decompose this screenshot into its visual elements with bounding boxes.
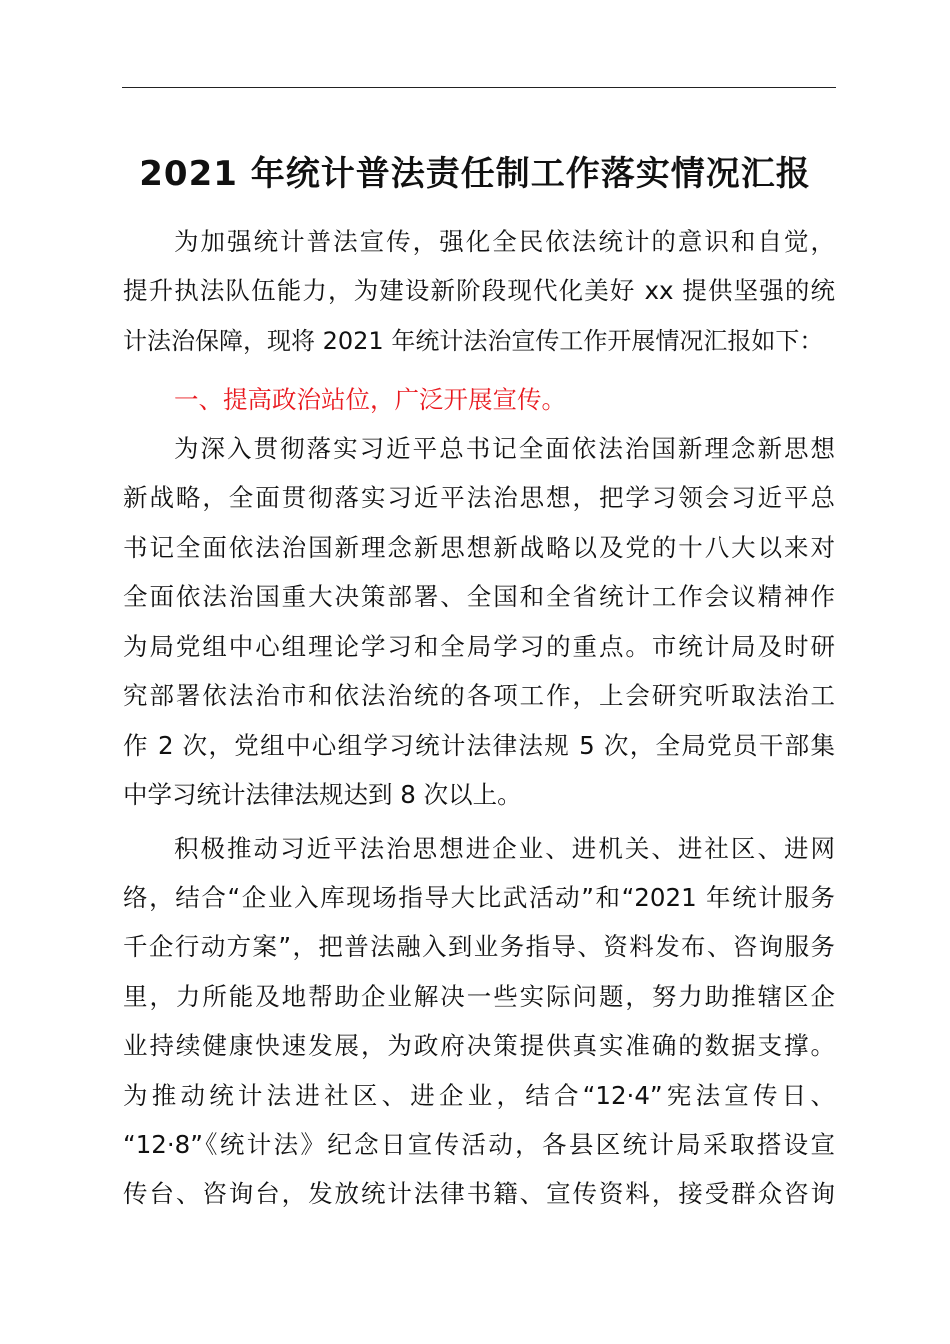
paragraph-line: 新战略，全面贯彻落实习近平法治思想，把学习领会习近平总 — [123, 483, 835, 512]
paragraph-line: 为推动统计法进社区、进企业，结合“12·4”宪法宣传日、 — [123, 1081, 835, 1110]
paragraph-line: 络，结合“企业入库现场指导大比武活动”和“2021 年统计服务 — [123, 883, 835, 912]
paragraph-line: 为深入贯彻落实习近平总书记全面依法治国新理念新思想 — [174, 434, 835, 463]
paragraph-line: 传台、咨询台，发放统计法律书籍、宣传资料，接受群众咨询 — [123, 1179, 835, 1208]
paragraph-line: 业持续健康快速发展，为政府决策提供真实准确的数据支撑。 — [123, 1031, 835, 1060]
paragraph-line: 究部署依法治市和依法治统的各项工作，上会研究听取法治工 — [123, 681, 835, 710]
paragraph-line: 为加强统计普法宣传，强化全民依法统计的意识和自觉， — [174, 227, 835, 256]
paragraph-line: 全面依法治国重大决策部署、全国和全省统计工作会议精神作 — [123, 582, 835, 611]
paragraph-line: 提升执法队伍能力，为建设新阶段现代化美好 xx 提供坚强的统 — [123, 276, 835, 305]
paragraph-line: 中学习统计法律法规达到 8 次以上。 — [123, 780, 522, 809]
header-rule — [122, 87, 836, 88]
paragraph-line: “12·8”《统计法》纪念日宣传活动，各县区统计局采取搭设宣 — [123, 1130, 835, 1159]
paragraph-line: 作 2 次，党组中心组学习统计法律法规 5 次，全局党员干部集 — [123, 731, 835, 760]
paragraph-line: 千企行动方案”，把普法融入到业务指导、资料发布、咨询服务 — [123, 932, 835, 961]
document-title: 2021 年统计普法责任制工作落实情况汇报 — [139, 154, 811, 194]
paragraph-line: 为局党组中心组理论学习和全局学习的重点。市统计局及时研 — [123, 632, 835, 661]
section-heading: 一、提高政治站位，广泛开展宣传。 — [174, 385, 566, 414]
paragraph-line: 书记全面依法治国新理念新思想新战略以及党的十八大以来对 — [123, 533, 835, 562]
paragraph-line: 计法治保障，现将 2021 年统计法治宣传工作开展情况汇报如下： — [123, 327, 824, 355]
paragraph-line: 里，力所能及地帮助企业解决一些实际问题，努力助推辖区企 — [123, 982, 835, 1011]
paragraph-line: 积极推动习近平法治思想进企业、进机关、进社区、进网 — [174, 834, 835, 863]
